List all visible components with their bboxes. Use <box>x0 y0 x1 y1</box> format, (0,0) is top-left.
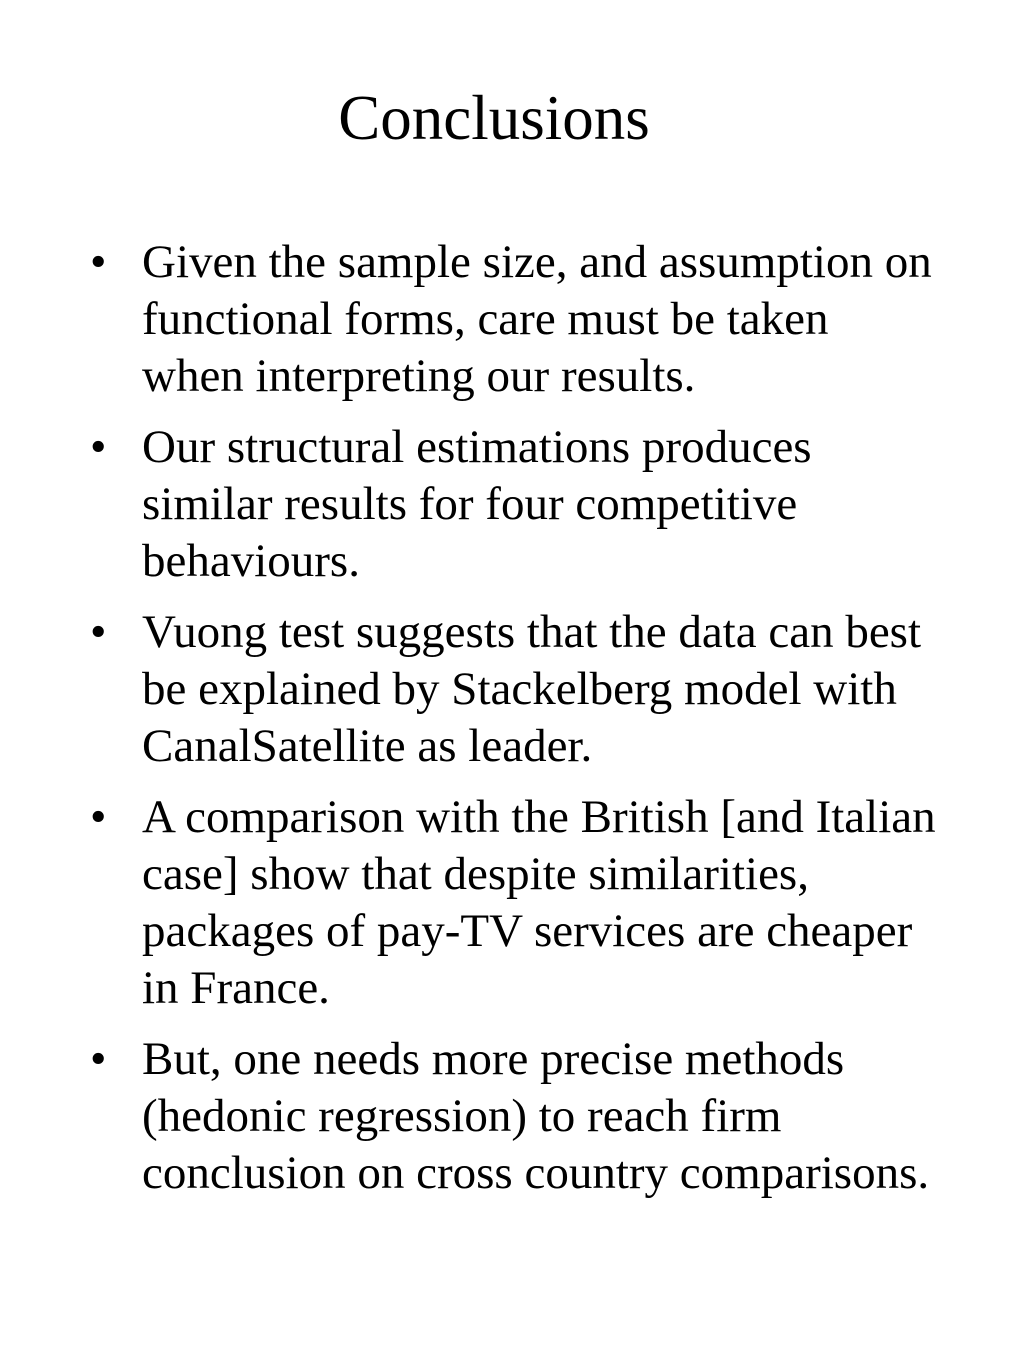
bullet-dot-icon: • <box>90 606 107 658</box>
bullet-text: Given the sample size, and assumption on functional forms, care must be taken when interpreting our results. <box>142 236 932 402</box>
bullet-text: Our structural estimations produces similar results for four competitive behaviours. <box>142 421 812 587</box>
bullet-dot-icon: • <box>90 1033 107 1085</box>
bullet-dot-icon: • <box>90 236 107 288</box>
bullet-item <box>90 604 942 775</box>
bullet-text: But, one needs more precise methods (hedonic regression) to reach firm conclusion on cross country comparisons. <box>142 1033 930 1199</box>
bullet-text: A comparison with the British [and Italian case] show that despite similarities, packages of pay-TV services are cheaper in France. <box>142 791 936 1014</box>
bullet-list <box>90 234 942 1216</box>
bullet-text: Vuong test suggests that the data can best be explained by Stackelberg model with CanalSatellite as leader. <box>142 606 922 772</box>
bullet-item <box>90 1031 942 1202</box>
bullet-item <box>90 234 942 405</box>
bullet-dot-icon: • <box>90 421 107 473</box>
bullet-dot-icon: • <box>90 791 107 843</box>
bullet-item <box>90 419 942 590</box>
bullet-item <box>90 789 942 1017</box>
page-title: Conclusions <box>338 83 650 153</box>
